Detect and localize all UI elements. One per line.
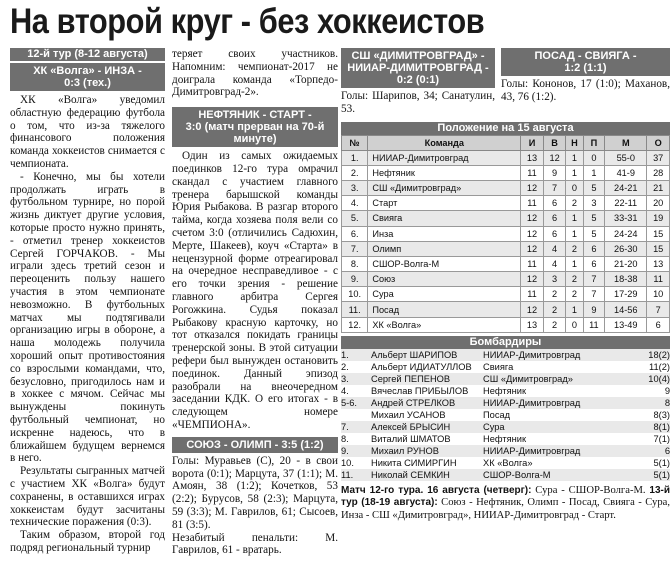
standings-draws-cell: 2 — [566, 196, 583, 211]
standings-losses-cell: 5 — [583, 180, 605, 195]
column-3 — [341, 48, 670, 522]
table-row — [342, 196, 670, 211]
standings-games-cell: 13 — [521, 150, 544, 165]
scorer-team: Сура — [483, 421, 505, 432]
table-row — [342, 226, 670, 241]
standings-points-cell: 28 — [647, 165, 670, 180]
schedule-heading: 13-й тур (18-19 августа): — [341, 484, 671, 509]
scorer-name: Николай СЕМКИН — [371, 469, 450, 480]
standings-title: Положение на 15 августа — [341, 122, 670, 135]
scorer-name: Виталий ШМАТОВ — [371, 433, 451, 444]
standings-wins-cell: 7 — [543, 180, 566, 195]
table-row — [342, 211, 670, 226]
match-header-soyuz-olimp — [172, 437, 338, 453]
match-block-2 — [501, 48, 670, 116]
standings-place-cell: 5. — [342, 211, 368, 226]
standings-wins-cell: 9 — [543, 165, 566, 180]
scorer-team: Посад — [483, 409, 511, 420]
scorer-goals: 5(1) — [653, 457, 670, 468]
standings-team-cell: СШ «Димитровград» — [368, 180, 521, 195]
list-item — [341, 457, 670, 469]
standings-header-cell: № — [342, 135, 368, 150]
scorer-place: 3. — [341, 373, 349, 384]
standings-losses-cell: 1 — [583, 165, 605, 180]
table-row — [342, 317, 670, 332]
standings-wins-cell: 3 — [543, 272, 566, 287]
table-row — [342, 241, 670, 256]
scorer-team: СШ «Димитровград» — [483, 373, 573, 384]
scorer-goals: 10(4) — [648, 373, 670, 384]
table-row — [342, 256, 670, 271]
standings-header-cell: М — [605, 135, 647, 150]
match-title: ХК «Волга» - ИНЗА - — [33, 65, 142, 77]
paragraph: теряет своих участников. Напомним: чемпионат-2017 не доиграла команда «Торпедо-Димитровград-2». — [172, 48, 338, 99]
article-text-col1 — [10, 94, 165, 555]
scorer-place: 8. — [341, 433, 349, 444]
standings-place-cell: 4. — [342, 196, 368, 211]
column-1 — [10, 48, 165, 555]
scorer-name: Михаил УСАНОВ — [371, 409, 446, 420]
scorer-place: 1. — [341, 349, 349, 360]
scorer-team: СШОР-Волга-М — [483, 469, 551, 480]
standings-team-cell: Сура — [368, 287, 521, 302]
list-item — [341, 421, 670, 433]
standings-goals-cell: 14-56 — [605, 302, 647, 317]
standings-goals-cell: 22-11 — [605, 196, 647, 211]
scorer-place: 5-6. — [341, 397, 358, 408]
standings-wins-cell: 4 — [543, 256, 566, 271]
list-item — [341, 397, 670, 409]
standings-draws-cell: 1 — [566, 150, 583, 165]
scorer-name: Альберт ИДИАТУЛЛОВ — [371, 361, 472, 372]
match-title: ПОСАД - СВИЯГА - — [534, 50, 637, 62]
paragraph: Таким образом, второй год подряд региональный турнир — [10, 529, 165, 554]
standings-draws-cell: 1 — [566, 256, 583, 271]
scorer-goals: 6 — [664, 445, 670, 456]
match-title: СОЮЗ - ОЛИМП - 3:5 (1:2) — [186, 438, 324, 451]
standings-team-cell: Посад — [368, 302, 521, 317]
standings-games-cell: 12 — [521, 302, 544, 317]
scorer-name: Никита СИМИРГИН — [371, 457, 457, 468]
match-report: Один из самых ожидаемых поединков 12-го тура омрачил скандал с участием главного тренера барышской команды Юрия Рыбакова. В разгар второго тайма, когда хозяева поля вели со счетом 3:0 (отличились Садюхин, Мерте, Шакеев), коуч «Старта» в нецензурной форме отреагировал на очередное несправедливое - с его точки зрения - решение главного арбитра Сергея Рогожкина. Судья показал Рыбакову красную карточку, но тот отказался покидать границы тренерской зоны. В этой ситуации рефери был вынужден остановить поединок. Данный эпизод разобрали на внеочередном заседании КДК. О его итогах - в следующем номере «ЧЕМПИОНА». — [172, 150, 338, 431]
scorer-name: Михаил РУНОВ — [371, 445, 439, 456]
schedule-text: Союз - Нефтяник, Олимп - Посад, Свияга - Сура, Инза - СШ «Димитровград», НИИАР-Димитровград - Старт. — [341, 497, 670, 521]
standings-header-cell: О — [647, 135, 670, 150]
standings-points-cell: 20 — [647, 196, 670, 211]
scorer-goals: 5(1) — [653, 469, 670, 480]
standings-draws-cell: 1 — [566, 211, 583, 226]
scorer-name: Андрей СТРЕЛКОВ — [371, 397, 456, 408]
standings-team-cell: Инза — [368, 226, 521, 241]
standings-header-cell: В — [543, 135, 566, 150]
scorer-place: 11. — [341, 469, 354, 480]
standings-place-cell: 6. — [342, 226, 368, 241]
column-2 — [172, 48, 338, 557]
standings-games-cell: 12 — [521, 211, 544, 226]
standings-draws-cell: 2 — [566, 272, 583, 287]
paragraph: ХК «Волга» уведомил областную федерацию футбола о том, что из-за тяжелого финансового положения команда хоккеистов снимается с чемпионата. — [10, 94, 165, 170]
standings-draws-cell: 2 — [566, 287, 583, 302]
standings-team-cell: Старт — [368, 196, 521, 211]
scorer-team: Свияга — [483, 361, 514, 372]
standings-games-cell: 12 — [521, 241, 544, 256]
match-score: 3:0 (матч прерван на 70-й минуте) — [185, 121, 325, 146]
list-item — [341, 409, 670, 421]
standings-team-cell: Олимп — [368, 241, 521, 256]
match-header-volga-inza — [10, 63, 165, 91]
standings-wins-cell: 2 — [543, 287, 566, 302]
standings-wins-cell: 2 — [543, 317, 566, 332]
standings-wins-cell: 4 — [543, 241, 566, 256]
scorer-place: 10. — [341, 457, 354, 468]
scorers-list — [341, 349, 670, 481]
standings-place-cell: 7. — [342, 241, 368, 256]
scorer-place: 7. — [341, 421, 349, 432]
scorer-team: ХК «Волга» — [483, 457, 533, 468]
standings-wins-cell: 6 — [543, 211, 566, 226]
table-row — [342, 272, 670, 287]
schedule-text: Сура - СШОР-Волга-М. — [535, 484, 646, 496]
scorer-name: Алексей БРЫСИН — [371, 421, 451, 432]
list-item — [341, 373, 670, 385]
standings-draws-cell: 0 — [566, 317, 583, 332]
list-item — [341, 469, 670, 481]
scorer-goals: 18(2) — [648, 349, 670, 360]
scorer-goals: 8(3) — [653, 409, 670, 420]
standings-goals-cell: 21-20 — [605, 256, 647, 271]
scorer-name: Вячеслав ПРИБЫЛОВ — [371, 385, 469, 396]
standings-header-cell: Н — [566, 135, 583, 150]
match-header-sshd-niiar — [341, 48, 495, 88]
standings-goals-cell: 18-38 — [605, 272, 647, 287]
standings-draws-cell: 1 — [566, 165, 583, 180]
table-row — [342, 302, 670, 317]
paragraph: Результаты сыгранных матчей с участием ХК «Волга» будут сохранены, в оставшихся играх хоккеистам будут засчитаны технические поражения (0:3). — [10, 465, 165, 529]
standings-games-cell: 12 — [521, 180, 544, 195]
standings-header-cell: И — [521, 135, 544, 150]
standings-draws-cell: 1 — [566, 226, 583, 241]
scorer-name: Сергей ПЕПЕНОВ — [371, 373, 451, 384]
standings-losses-cell: 6 — [583, 256, 605, 271]
list-item — [341, 433, 670, 445]
table-row — [342, 180, 670, 195]
standings-team-cell: СШОР-Волга-М — [368, 256, 521, 271]
standings-team-cell: НИИАР-Димитровград — [368, 150, 521, 165]
standings-games-cell: 11 — [521, 196, 544, 211]
standings-place-cell: 2. — [342, 165, 368, 180]
match-header-neftyanik-start — [172, 107, 338, 147]
standings-place-cell: 8. — [342, 256, 368, 271]
standings-place-cell: 12. — [342, 317, 368, 332]
standings-draws-cell: 2 — [566, 241, 583, 256]
standings-losses-cell: 6 — [583, 241, 605, 256]
standings-points-cell: 37 — [647, 150, 670, 165]
match-title: СШ «ДИМИТРОВГРАД» - НИИАР-ДИМИТРОВГРАД - — [347, 50, 489, 74]
match-results-row — [341, 48, 670, 116]
standings-points-cell: 10 — [647, 287, 670, 302]
standings-points-cell: 21 — [647, 180, 670, 195]
table-row — [342, 165, 670, 180]
match-goals: Голы: Шарипов, 34; Санатулин, 53. — [341, 90, 495, 115]
standings-table — [341, 135, 670, 333]
standings-points-cell: 11 — [647, 272, 670, 287]
list-item — [341, 361, 670, 373]
standings-games-cell: 12 — [521, 226, 544, 241]
standings-points-cell: 13 — [647, 256, 670, 271]
match-header-posad-sviyaga — [501, 48, 670, 76]
standings-games-cell: 13 — [521, 317, 544, 332]
standings-games-cell: 11 — [521, 256, 544, 271]
standings-place-cell: 3. — [342, 180, 368, 195]
scorer-place: 9. — [341, 445, 349, 456]
match-score: 1:2 (1:1) — [564, 62, 607, 74]
match-goals: Голы: Муравьев (С), 20 - в свои ворота (0:1); Марцута, 37 (1:1); М. Амоян, 38 (1:2); Кочетков, 53 (2:2); Бурусов, 58 (2:3); Марцута, 59 (3:3); М. Гаврилов, 61; Сысоев, 81 (3:5). — [172, 454, 338, 531]
standings-wins-cell: 6 — [543, 226, 566, 241]
list-item — [341, 385, 670, 397]
standings-wins-cell: 6 — [543, 196, 566, 211]
standings-team-cell: Союз — [368, 272, 521, 287]
headline: На второй круг - без хоккеистов — [10, 2, 485, 41]
schedule — [341, 485, 670, 523]
scorer-goals: 9 — [664, 385, 670, 396]
missed-penalty: Незабитый пенальти: М. Гаврилов, 61 - вратарь. — [172, 531, 338, 557]
standings-games-cell: 12 — [521, 272, 544, 287]
standings-goals-cell: 26-30 — [605, 241, 647, 256]
scorer-goals: 11(2) — [648, 361, 670, 372]
table-row — [342, 150, 670, 165]
match-title: НЕФТЯНИК - СТАРТ - — [198, 109, 312, 122]
standings-goals-cell: 55-0 — [605, 150, 647, 165]
scorer-place: 2. — [341, 361, 349, 372]
standings-losses-cell: 7 — [583, 272, 605, 287]
standings-goals-cell: 24-21 — [605, 180, 647, 195]
standings-goals-cell: 41-9 — [605, 165, 647, 180]
standings-team-cell: Свияга — [368, 211, 521, 226]
standings-goals-cell: 17-29 — [605, 287, 647, 302]
standings-points-cell: 7 — [647, 302, 670, 317]
match-score: 0:3 (тех.) — [64, 77, 111, 89]
standings-points-cell: 6 — [647, 317, 670, 332]
standings-games-cell: 11 — [521, 165, 544, 180]
standings-team-cell: ХК «Волга» — [368, 317, 521, 332]
paragraph: - Конечно, мы бы хотели продолжать играть в футбольном турнире, но порой жизнь диктует другие условия, которые просто нужно принять, - отметил тренер хоккеистов Сергей ГОРЧАКОВ. - Мы играли здесь третий сезон и переоценить пользу нашего участия в этом чемпионате невозможно. В футбольных матчах мы подтягивали организацию игры в обороне, а наша молодежь получила хороший опыт противостояния со взрослыми командами, что, безусловно, пригодилось нам и в хоккее с мячом. Сейчас мы вынуждены покинуть футбольный чемпионат, но искренне надеюсь, что в ближайшем будущем вернемся в него. — [10, 170, 165, 465]
standings-losses-cell: 11 — [583, 317, 605, 332]
standings-losses-cell: 7 — [583, 287, 605, 302]
standings-place-cell: 11. — [342, 302, 368, 317]
standings-draws-cell: 0 — [566, 180, 583, 195]
tour-band: 12-й тур (8-12 августа) — [10, 48, 165, 61]
standings-points-cell: 15 — [647, 226, 670, 241]
standings-team-cell: Нефтяник — [368, 165, 521, 180]
scorer-goals: 8 — [664, 397, 670, 408]
scorer-name: Альберт ШАРИПОВ — [371, 349, 458, 360]
scorer-team: НИИАР-Димитровград — [483, 349, 581, 360]
standings-header-row — [342, 135, 670, 150]
standings-header-cell: Команда — [368, 135, 521, 150]
table-row — [342, 287, 670, 302]
list-item — [341, 349, 670, 361]
standings-wins-cell: 2 — [543, 302, 566, 317]
standings-place-cell: 9. — [342, 272, 368, 287]
scorer-goals: 8(1) — [653, 421, 670, 432]
match-goals: Голы: Кононов, 17 (1:0); Маханов, 43, 76 (1:2). — [501, 78, 670, 103]
match-score: 0:2 (0:1) — [396, 74, 440, 86]
standings-losses-cell: 3 — [583, 196, 605, 211]
scorer-team: Нефтяник — [483, 433, 527, 444]
match-block-1 — [341, 48, 495, 116]
standings-losses-cell: 0 — [583, 150, 605, 165]
standings-games-cell: 11 — [521, 287, 544, 302]
standings-goals-cell: 33-31 — [605, 211, 647, 226]
standings-wins-cell: 12 — [543, 150, 566, 165]
standings-losses-cell: 5 — [583, 211, 605, 226]
scorer-goals: 7(1) — [653, 433, 670, 444]
standings-goals-cell: 13-49 — [605, 317, 647, 332]
scorer-place: 4. — [341, 385, 349, 396]
scorer-place — [341, 409, 371, 421]
scorers-title: Бомбардиры — [341, 336, 670, 349]
standings-losses-cell: 5 — [583, 226, 605, 241]
standings-place-cell: 1. — [342, 150, 368, 165]
schedule-heading: Матч 12-го тура. 16 августа (четверг): — [341, 484, 532, 496]
scorer-team: Нефтяник — [483, 385, 527, 396]
list-item — [341, 445, 670, 457]
standings-place-cell: 10. — [342, 287, 368, 302]
scorer-team: НИИАР-Димитровград — [483, 445, 581, 456]
standings-header-cell: П — [583, 135, 605, 150]
scorer-team: НИИАР-Димитровград — [483, 397, 581, 408]
standings-points-cell: 19 — [647, 211, 670, 226]
standings-points-cell: 15 — [647, 241, 670, 256]
standings-draws-cell: 1 — [566, 302, 583, 317]
standings-goals-cell: 24-24 — [605, 226, 647, 241]
standings-losses-cell: 9 — [583, 302, 605, 317]
